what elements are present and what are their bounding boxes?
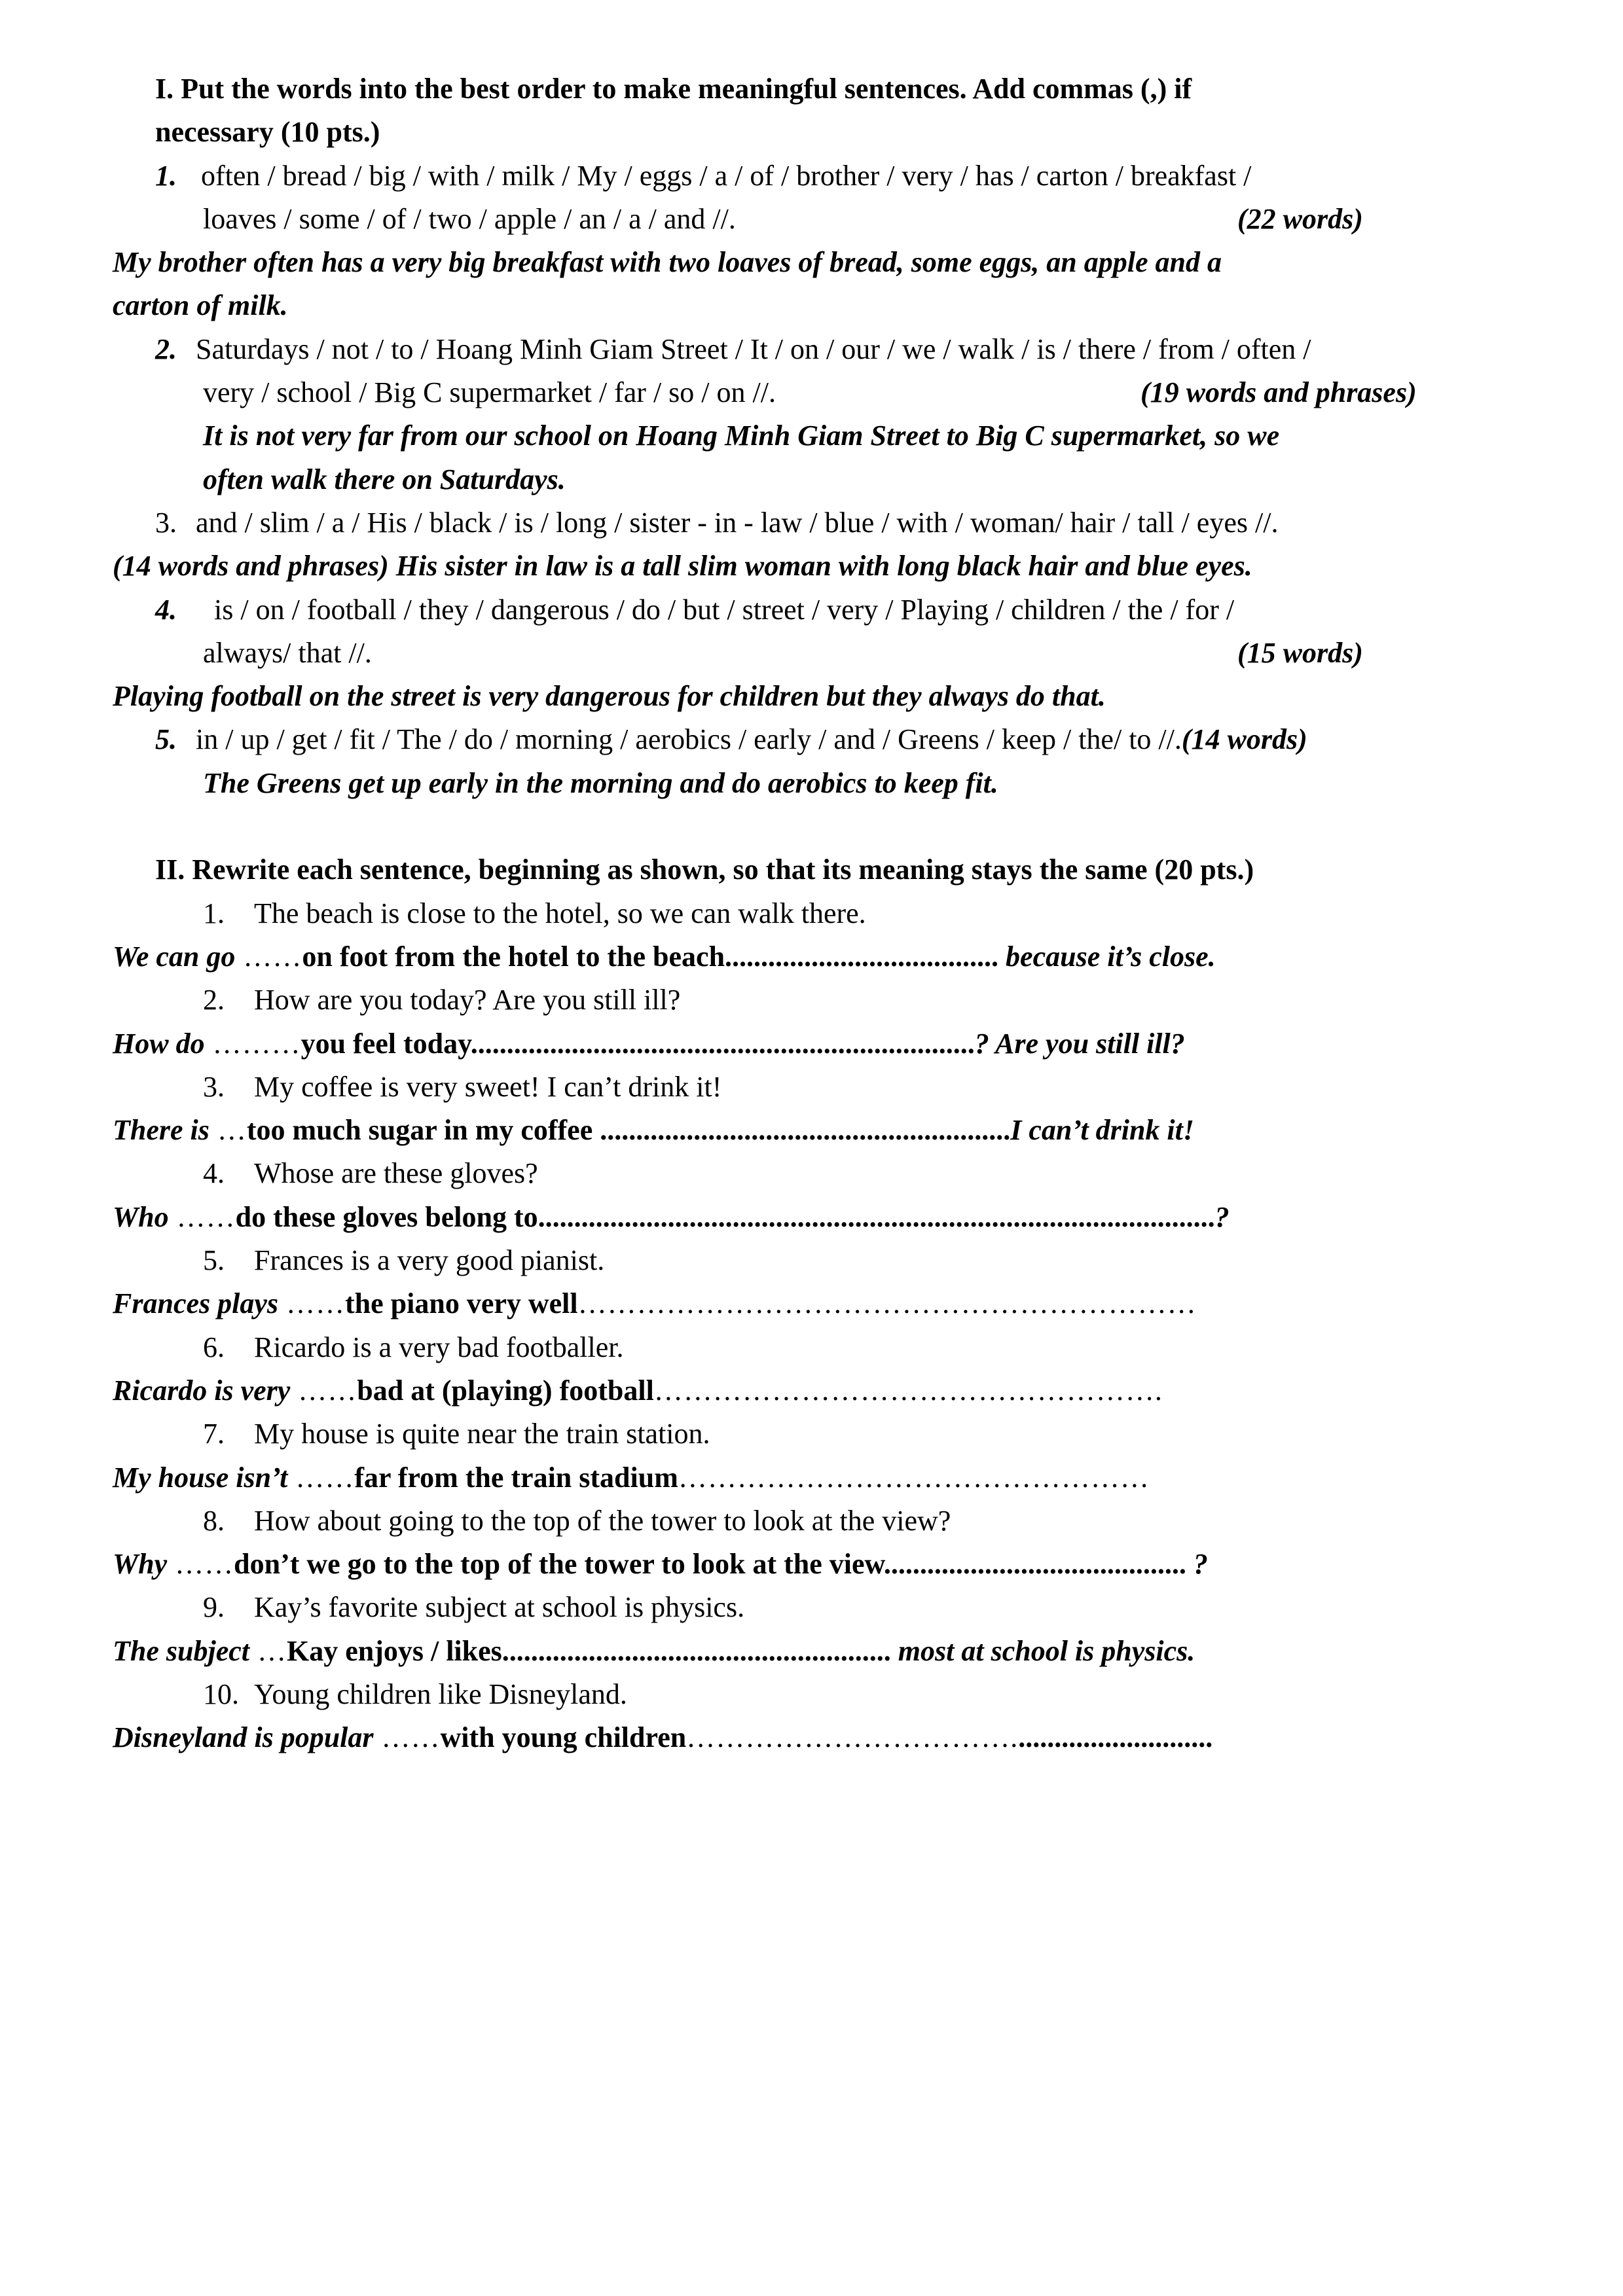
s2-item-1-rewrite: [0, 935, 1623, 978]
s2-item-8-sentence: [0, 1499, 1623, 1543]
item-number: 5.: [203, 1244, 225, 1277]
gap-dots: ……: [290, 1374, 357, 1407]
s2-item-5-rewrite: [0, 1282, 1623, 1325]
answer-text: The Greens get up early in the morning and do aerobics to keep fit.: [203, 766, 998, 799]
rewrite-answer[interactable]: with young children: [440, 1721, 687, 1754]
item-number: 1.: [203, 897, 225, 929]
section-2-items: [0, 892, 1623, 1760]
rewrite-lead: Ricardo is very: [113, 1374, 291, 1407]
answer-text: carton of milk.: [113, 289, 288, 322]
gap-dots: …: [249, 1634, 287, 1667]
s2-item-2-rewrite: [0, 1022, 1623, 1066]
s2-item-5-sentence: [0, 1239, 1623, 1282]
section-1-heading-cont: [0, 111, 1623, 154]
s1-item-2-prompt-cont: [0, 371, 1623, 414]
original-sentence: Whose are these gloves?: [254, 1157, 538, 1190]
s2-item-3-sentence: [0, 1066, 1623, 1109]
item-number: 3.: [155, 506, 177, 539]
section-1-heading: [0, 67, 1623, 111]
answer-dots: …………………………….: [686, 1721, 1019, 1754]
word-count-note: (15 words): [1237, 636, 1363, 669]
rewrite-lead: Why: [113, 1548, 168, 1581]
rewrite-answer[interactable]: too much sugar in my coffee: [246, 1114, 600, 1147]
s1-item-1-prompt-cont: [0, 198, 1623, 241]
answer-text: Playing football on the street is very dangerous for children but they always do that.: [113, 680, 1106, 713]
word-prompt: loaves / some / of / two / apple / an / a / and //.: [203, 202, 736, 235]
rewrite-tail: I can’t drink it!: [1010, 1114, 1194, 1147]
item-number: 4.: [203, 1157, 225, 1190]
s2-item-7-rewrite: [0, 1456, 1623, 1499]
answer-text: My brother often has a very big breakfast with two loaves of bread, some eggs, an apple and a: [113, 246, 1222, 279]
s1-item-3-prompt: [0, 501, 1623, 545]
gap-dots: ……: [287, 1461, 355, 1494]
answer-dots: …………………………………………….: [653, 1374, 1163, 1407]
rewrite-answer[interactable]: bad at (playing) football: [357, 1374, 654, 1407]
rewrite-answer[interactable]: the piano very well: [345, 1287, 578, 1320]
s1-item-4-prompt: [0, 588, 1623, 632]
worksheet-page: [0, 67, 1623, 1760]
item-number: 9.: [203, 1591, 225, 1624]
rewrite-answer[interactable]: you feel today: [301, 1027, 471, 1060]
s1-item-3-answer: [0, 545, 1623, 588]
gap-dots: ……: [235, 940, 302, 973]
original-sentence: Young children like Disneyland.: [254, 1677, 627, 1710]
answer-dots: ......................................................: [501, 1634, 891, 1667]
original-sentence: My coffee is very sweet! I can’t drink it!: [254, 1070, 722, 1103]
s2-item-10-sentence: [0, 1673, 1623, 1716]
section-2-heading-text: II. Rewrite each sentence, beginning as shown, so that its meaning stays the same (20 pts.): [155, 853, 1254, 886]
word-prompt: very / school / Big C supermarket / far / so / on //.: [203, 376, 776, 409]
item-number: 3.: [203, 1070, 225, 1103]
word-prompt: often / bread / big / with / milk / My / eggs / a / of / brother / very / has / carton / breakfast /: [201, 159, 1252, 192]
gap-dots: …: [209, 1114, 247, 1147]
word-prompt: in / up / get / fit / The / do / morning / aerobics / early / and / Greens / keep / the/ to //.: [196, 723, 1182, 756]
item-number: 5.: [155, 723, 177, 756]
original-sentence: My house is quite near the train station.: [254, 1418, 710, 1450]
rewrite-answer[interactable]: do these gloves belong to: [235, 1200, 538, 1233]
s1-item-2-answer-cont: [0, 458, 1623, 501]
answer-text: His sister in law is a tall slim woman with long black hair and blue eyes.: [395, 550, 1252, 583]
s1-item-4-answer: [0, 675, 1623, 718]
section-1-heading-line-2: necessary (10 pts.): [155, 116, 380, 149]
s2-item-2-sentence: [0, 978, 1623, 1022]
original-sentence: Frances is a very good pianist.: [254, 1244, 605, 1277]
word-prompt: and / slim / a / His / black / is / long / sister - in - law / blue / with / woman/ hair / tall / eyes //.: [196, 506, 1279, 539]
word-count-note: (14 words and phrases): [113, 550, 389, 583]
original-sentence: The beach is close to the hotel, so we can walk there.: [254, 897, 866, 929]
item-number: 6.: [203, 1331, 225, 1363]
answer-dots: ......................................................................: [470, 1027, 975, 1060]
rewrite-lead: Frances plays: [113, 1287, 278, 1320]
s2-item-4-rewrite: [0, 1196, 1623, 1239]
word-prompt: Saturdays / not / to / Hoang Minh Giam Street / It / on / our / we / walk / is / there / from / often /: [196, 332, 1311, 365]
spacer: [0, 805, 1623, 848]
gap-dots: ………: [204, 1027, 301, 1060]
answer-dots: ..............................................................................................: [538, 1200, 1215, 1233]
word-count-note: (14 words): [1181, 723, 1307, 756]
original-sentence: Kay’s favorite subject at school is physics.: [254, 1591, 745, 1624]
rewrite-answer[interactable]: on foot from the hotel to the beach: [302, 940, 725, 973]
rewrite-lead: My house isn’t: [113, 1461, 288, 1494]
rewrite-tail: ?: [1214, 1200, 1230, 1233]
rewrite-lead: We can go: [113, 940, 236, 973]
answer-dots-extra: ...........................: [1018, 1721, 1213, 1754]
word-prompt: is / on / football / they / dangerous / do / but / street / very / Playing / children / the / for /: [214, 593, 1235, 626]
section-2-heading: [0, 848, 1623, 891]
answer-dots: …………………………………………: [678, 1461, 1150, 1494]
rewrite-tail: most at school is physics.: [890, 1634, 1195, 1667]
item-number: 8.: [203, 1504, 225, 1537]
s2-item-9-rewrite: [0, 1630, 1623, 1673]
rewrite-tail: because it’s close.: [998, 940, 1216, 973]
word-count-note: (19 words and phrases): [1140, 376, 1417, 409]
rewrite-tail: ? Are you still ill?: [974, 1027, 1185, 1060]
section-1-heading-line-1: I. Put the words into the best order to make meaningful sentences. Add commas (,) if: [155, 73, 1192, 105]
word-count-note: (22 words): [1237, 202, 1363, 235]
word-prompt: always/ that //.: [203, 636, 372, 669]
gap-dots: ……: [278, 1287, 345, 1320]
s2-item-6-rewrite: [0, 1369, 1623, 1412]
s1-item-4-prompt-cont: [0, 632, 1623, 675]
s2-item-7-sentence: [0, 1412, 1623, 1456]
s1-item-1-answer-cont: [0, 284, 1623, 327]
answer-text: It is not very far from our school on Hoang Minh Giam Street to Big C supermarket, so we: [203, 420, 1280, 452]
original-sentence: How are you today? Are you still ill?: [254, 984, 681, 1016]
original-sentence: How about going to the top of the tower to look at the view?: [254, 1504, 951, 1537]
s2-item-4-sentence: [0, 1152, 1623, 1195]
rewrite-answer[interactable]: far from the train stadium: [354, 1461, 678, 1494]
item-number: 10.: [203, 1677, 239, 1710]
s2-item-6-sentence: [0, 1326, 1623, 1369]
answer-dots: .........................................................: [600, 1114, 1011, 1147]
s2-item-3-rewrite: [0, 1109, 1623, 1152]
rewrite-tail: ?: [1186, 1548, 1208, 1581]
s2-item-9-sentence: [0, 1586, 1623, 1629]
gap-dots: ……: [167, 1548, 234, 1581]
rewrite-answer[interactable]: don’t we go to the top of the tower to look at the view: [234, 1548, 884, 1581]
s2-item-10-rewrite: [0, 1716, 1623, 1759]
s1-item-2-answer: [0, 414, 1623, 457]
s2-item-8-rewrite: [0, 1543, 1623, 1586]
rewrite-lead: How do: [113, 1027, 205, 1060]
s1-item-5-prompt: [0, 718, 1623, 761]
gap-dots: ……: [373, 1721, 441, 1754]
item-number: 4.: [155, 593, 177, 626]
rewrite-lead: The subject: [113, 1634, 249, 1667]
s1-item-1-prompt: [0, 154, 1623, 198]
answer-dots: ………………………………………………………: [577, 1287, 1197, 1320]
item-number: 2.: [203, 984, 225, 1016]
s2-item-1-sentence: [0, 892, 1623, 935]
rewrite-answer[interactable]: Kay enjoys / likes: [286, 1634, 502, 1667]
answer-text: often walk there on Saturdays.: [203, 463, 566, 495]
rewrite-lead: Disneyland is popular: [113, 1721, 374, 1754]
s1-item-1-answer: [0, 241, 1623, 284]
item-number: 2.: [155, 332, 177, 365]
gap-dots: ……: [168, 1200, 236, 1233]
item-number: 1.: [155, 159, 177, 192]
s1-item-2-prompt: [0, 328, 1623, 371]
item-number: 7.: [203, 1418, 225, 1450]
original-sentence: Ricardo is a very bad footballer.: [254, 1331, 624, 1363]
answer-dots: ..........................................: [883, 1548, 1186, 1581]
rewrite-lead: There is: [113, 1114, 210, 1147]
answer-dots: ......................................: [725, 940, 999, 973]
s1-item-5-answer: [0, 762, 1623, 805]
rewrite-lead: Who: [113, 1200, 169, 1233]
